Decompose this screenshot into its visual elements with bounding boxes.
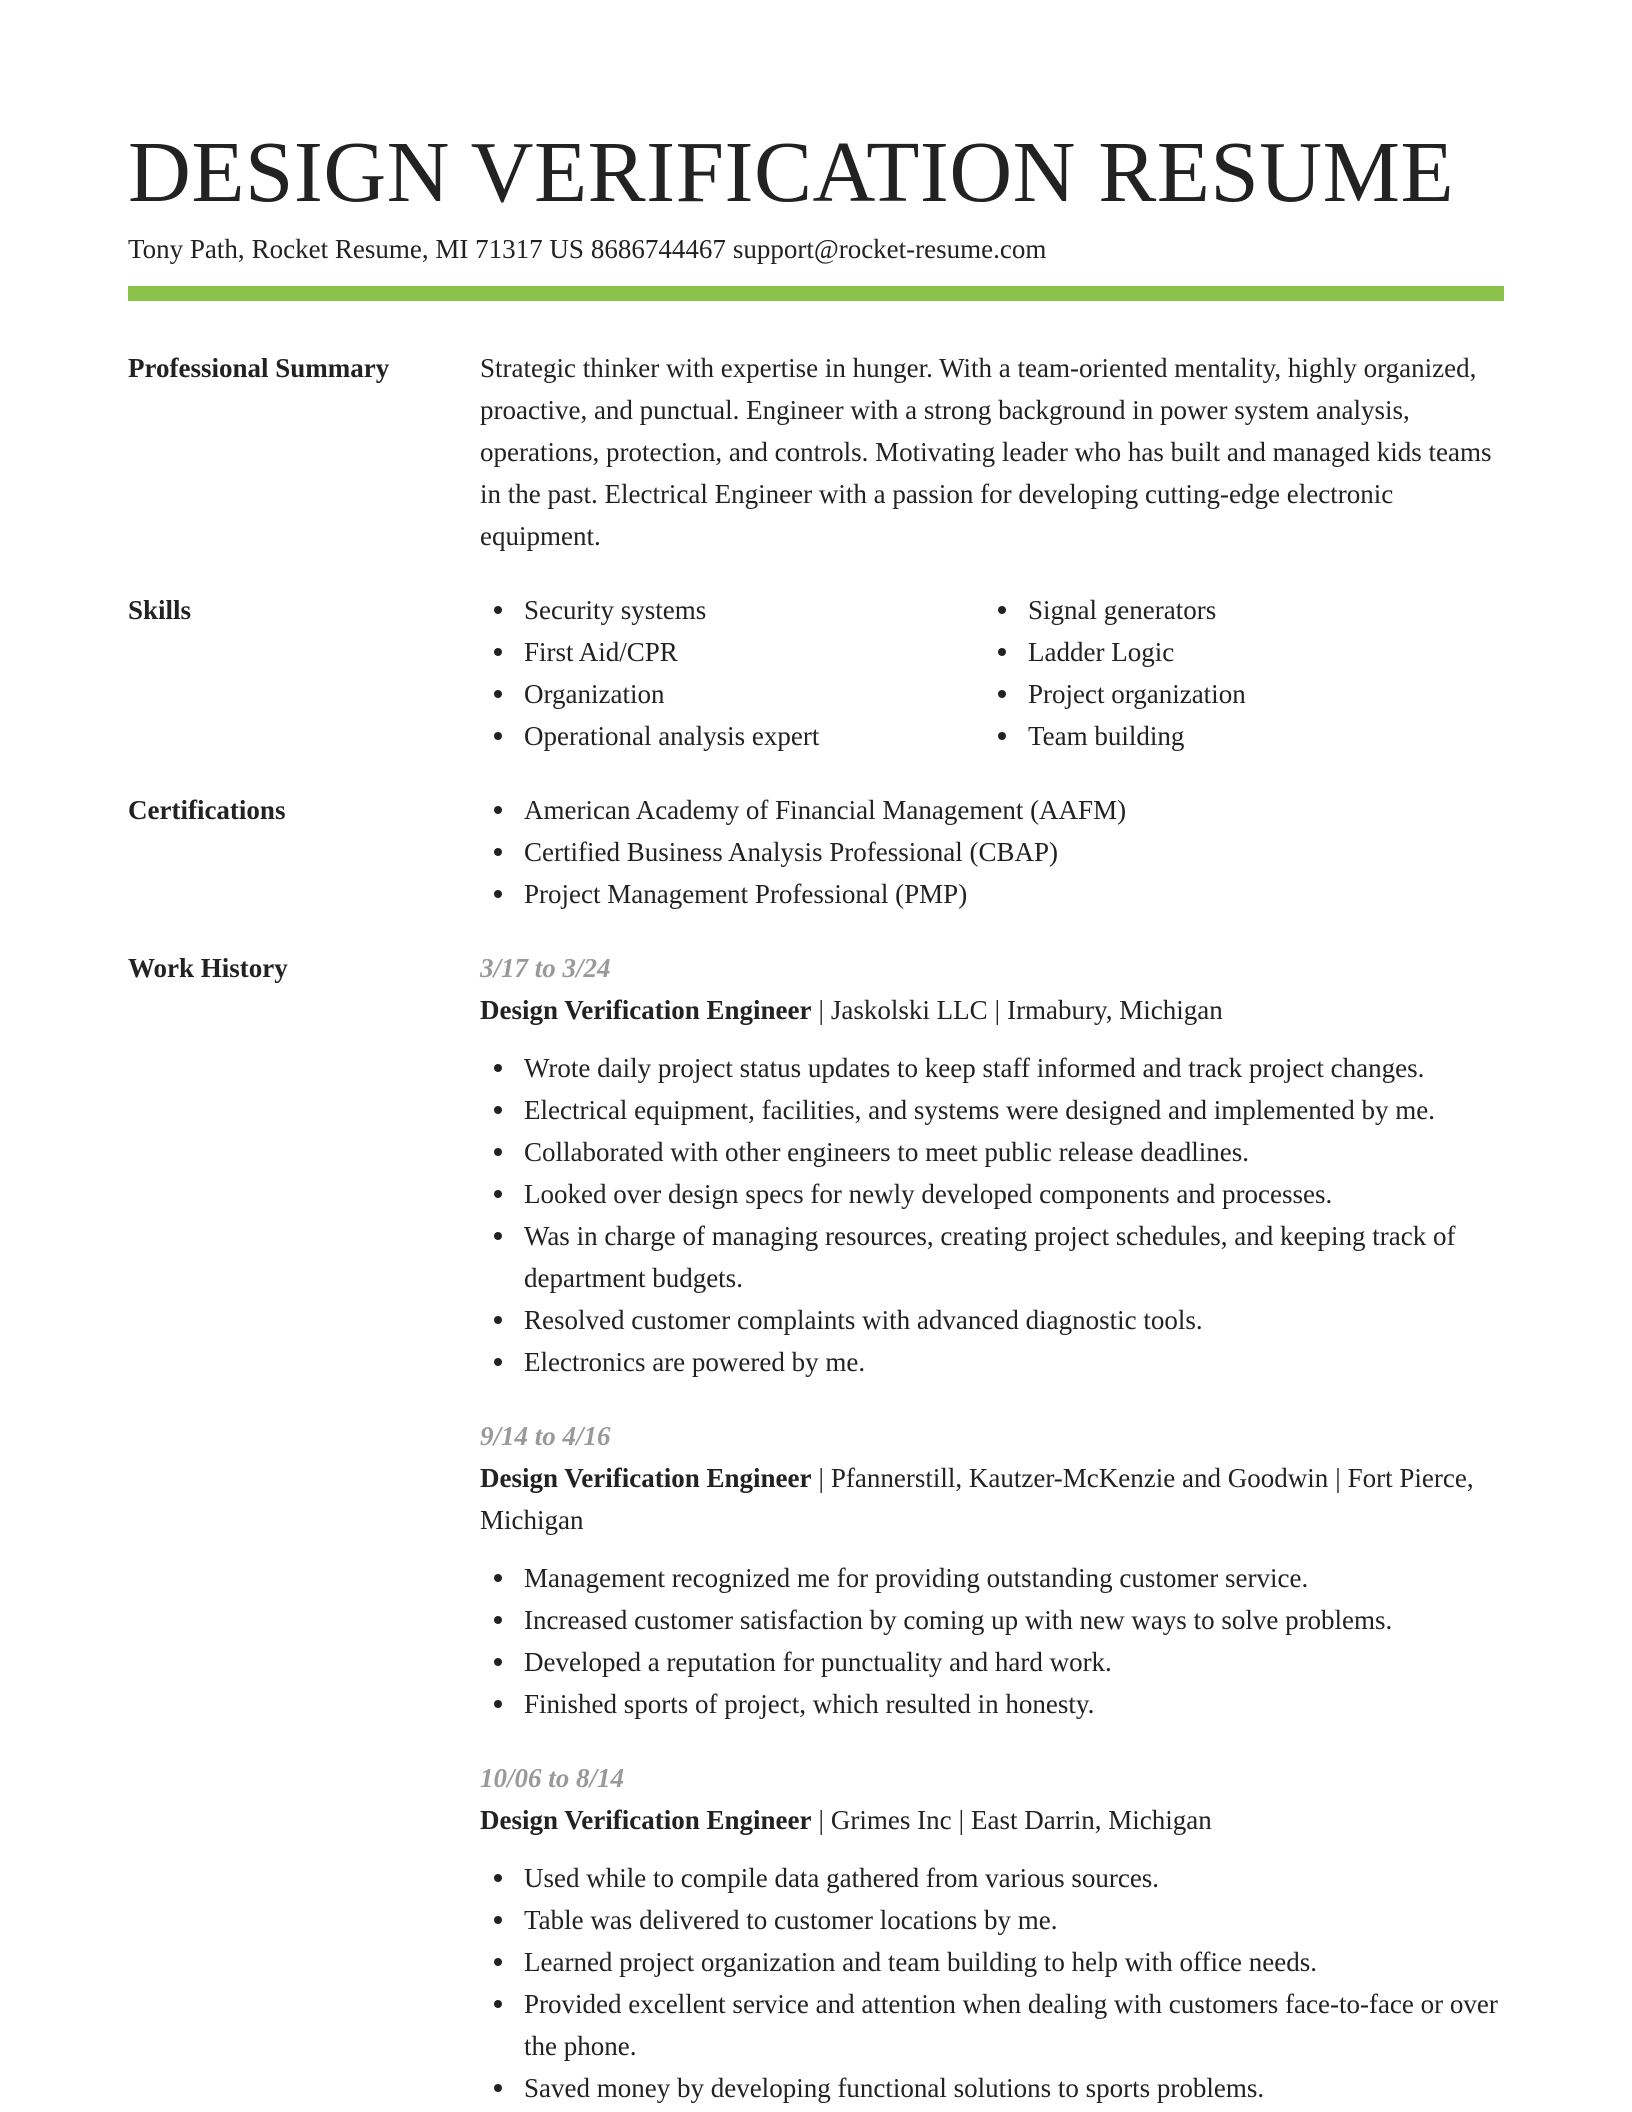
skills-body xyxy=(480,589,1504,757)
summary-text: Strategic thinker with expertise in hunger. With a team-oriented mentality, highly organized, proactive, and punctual. Engineer with a strong background in power system analysis, operations, protection, and controls. Motivating leader who has built and managed kids teams in the past. Electrical Engineer with a passion for developing cutting-edge electronic equipment. xyxy=(480,353,1492,551)
job-bullet: Electronics are powered by me. xyxy=(480,1341,1504,1383)
job-bullet: Table was delivered to customer locations by me. xyxy=(480,1899,1504,1941)
skills-list-left xyxy=(480,589,984,757)
job-bullet: Collaborated with other engineers to meet public release deadlines. xyxy=(480,1131,1504,1173)
job-bullet: Used while to compile data gathered from various sources. xyxy=(480,1857,1504,1899)
job-bullet: Management recognized me for providing outstanding customer service. xyxy=(480,1557,1504,1599)
skills-list-right xyxy=(984,589,1488,757)
contact-phone: 8686744467 xyxy=(590,234,726,264)
skill-item: Security systems xyxy=(480,589,984,631)
separator: | xyxy=(1335,1463,1341,1493)
job-bullets xyxy=(480,1857,1504,2109)
job-bullets xyxy=(480,1047,1504,1383)
job-role: Design Verification Engineer xyxy=(480,995,812,1025)
skill-item: Team building xyxy=(984,715,1488,757)
job-title-line xyxy=(480,1799,1504,1841)
job-bullet: Finished sports of project, which resulted in honesty. xyxy=(480,1683,1504,1725)
section-label-skills: Skills xyxy=(128,595,192,625)
job-role: Design Verification Engineer xyxy=(480,1463,812,1493)
job-company: Pfannerstill, Kautzer-McKenzie and Goodwin xyxy=(830,1463,1329,1493)
separator: | xyxy=(818,995,824,1025)
separator: | xyxy=(818,1805,824,1835)
skill-item: Ladder Logic xyxy=(984,631,1488,673)
job-bullet: Wrote daily project status updates to keep staff informed and track project changes. xyxy=(480,1047,1504,1089)
job-entry xyxy=(480,1757,1504,2109)
job-role: Design Verification Engineer xyxy=(480,1805,812,1835)
job-company: Grimes Inc xyxy=(830,1805,952,1835)
separator: | xyxy=(818,1463,824,1493)
work-history-body xyxy=(480,947,1504,2109)
job-bullet: Resolved customer complaints with advanced diagnostic tools. xyxy=(480,1299,1504,1341)
skill-item: First Aid/CPR xyxy=(480,631,984,673)
job-bullet: Electrical equipment, facilities, and systems were designed and implemented by me. xyxy=(480,1089,1504,1131)
job-title-line xyxy=(480,989,1504,1031)
job-bullet: Saved money by developing functional solutions to sports problems. xyxy=(480,2067,1504,2109)
job-company: Jaskolski LLC xyxy=(830,995,988,1025)
contact-location: Rocket Resume, MI 71317 US xyxy=(251,234,584,264)
job-bullet: Was in charge of managing resources, creating project schedules, and keeping track of department budgets. xyxy=(480,1215,1504,1299)
skill-item: Signal generators xyxy=(984,589,1488,631)
header-divider xyxy=(128,286,1504,301)
contact-email[interactable]: support@rocket-resume.com xyxy=(732,234,1047,264)
skill-item: Operational analysis expert xyxy=(480,715,984,757)
certification-item: American Academy of Financial Management (AAFM) xyxy=(480,789,1504,831)
contact-name: Tony Path, xyxy=(128,234,245,264)
job-entry xyxy=(480,947,1504,1383)
certifications-body xyxy=(480,789,1504,915)
job-bullet: Increased customer satisfaction by coming up with new ways to solve problems. xyxy=(480,1599,1504,1641)
contact-line xyxy=(128,232,1046,266)
separator: | xyxy=(958,1805,965,1835)
skill-item: Project organization xyxy=(984,673,1488,715)
job-bullet: Provided excellent service and attention when dealing with customers face-to-face or over the phone. xyxy=(480,1983,1504,2067)
job-location: Irmabury, Michigan xyxy=(1007,995,1223,1025)
resume-title: DESIGN VERIFICATION RESUME xyxy=(128,123,1455,220)
job-title-line xyxy=(480,1457,1504,1541)
separator: | xyxy=(994,995,1001,1025)
job-entry xyxy=(480,1415,1504,1725)
section-label-summary: Professional Summary xyxy=(128,353,390,383)
job-dates: 10/06 to 8/14 xyxy=(480,1763,625,1793)
certifications-list xyxy=(480,789,1504,915)
job-bullet: Learned project organization and team building to help with office needs. xyxy=(480,1941,1504,1983)
job-dates: 9/14 to 4/16 xyxy=(480,1421,611,1451)
job-location: Fort Pierce, Michigan xyxy=(480,1463,1474,1535)
section-label-work-history: Work History xyxy=(128,953,288,983)
section-label-certifications: Certifications xyxy=(128,795,286,825)
certification-item: Certified Business Analysis Professional (CBAP) xyxy=(480,831,1504,873)
job-bullet: Looked over design specs for newly developed components and processes. xyxy=(480,1173,1504,1215)
certification-item: Project Management Professional (PMP) xyxy=(480,873,1504,915)
job-location: East Darrin, Michigan xyxy=(971,1805,1212,1835)
job-bullets xyxy=(480,1557,1504,1725)
job-dates: 3/17 to 3/24 xyxy=(480,953,611,983)
job-bullet: Developed a reputation for punctuality and hard work. xyxy=(480,1641,1504,1683)
skill-item: Organization xyxy=(480,673,984,715)
summary-body xyxy=(480,347,1504,557)
